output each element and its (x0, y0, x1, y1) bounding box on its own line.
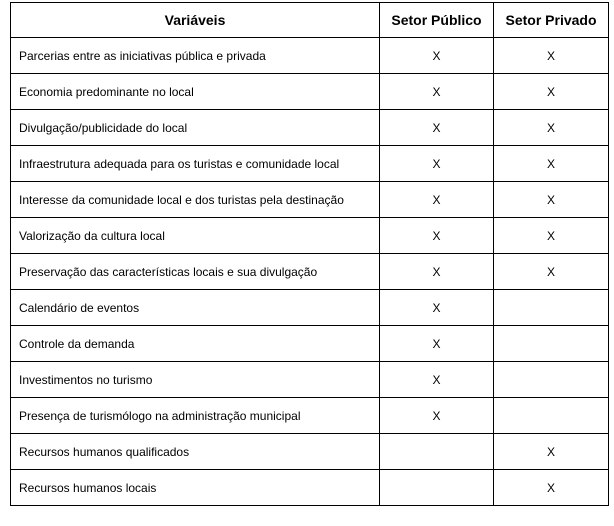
publico-mark (380, 470, 494, 506)
privado-mark (494, 326, 609, 362)
variable-cell: Preservação das características locais e sua divulgação (11, 254, 380, 290)
publico-mark: X (380, 326, 494, 362)
header-row (11, 3, 609, 38)
table-row (11, 362, 609, 398)
table-row (11, 74, 609, 110)
privado-mark: X (494, 254, 609, 290)
publico-mark: X (380, 362, 494, 398)
publico-mark: X (380, 74, 494, 110)
publico-mark: X (380, 110, 494, 146)
privado-mark: X (494, 470, 609, 506)
publico-mark: X (380, 38, 494, 74)
variable-cell: Valorização da cultura local (11, 218, 380, 254)
variable-cell: Economia predominante no local (11, 74, 380, 110)
privado-mark (494, 362, 609, 398)
publico-mark: X (380, 254, 494, 290)
publico-mark: X (380, 398, 494, 434)
publico-mark (380, 434, 494, 470)
table-row (11, 398, 609, 434)
privado-mark (494, 290, 609, 326)
variable-cell: Controle da demanda (11, 326, 380, 362)
header-variaveis: Variáveis (11, 3, 380, 38)
table-row (11, 326, 609, 362)
privado-mark: X (494, 182, 609, 218)
variable-cell: Divulgação/publicidade do local (11, 110, 380, 146)
table-row (11, 182, 609, 218)
privado-mark: X (494, 146, 609, 182)
table-row (11, 290, 609, 326)
privado-mark: X (494, 218, 609, 254)
variable-cell: Infraestrutura adequada para os turistas e comunidade local (11, 146, 380, 182)
header-setor-publico: Setor Público (380, 3, 494, 38)
variable-cell: Interesse da comunidade local e dos turistas pela destinação (11, 182, 380, 218)
table-container (10, 2, 609, 506)
privado-mark (494, 398, 609, 434)
privado-mark: X (494, 434, 609, 470)
variable-cell: Recursos humanos qualificados (11, 434, 380, 470)
publico-mark: X (380, 218, 494, 254)
table-row (11, 38, 609, 74)
privado-mark: X (494, 38, 609, 74)
privado-mark: X (494, 74, 609, 110)
variable-cell: Recursos humanos locais (11, 470, 380, 506)
table-row (11, 218, 609, 254)
variables-table (10, 2, 609, 506)
variable-cell: Investimentos no turismo (11, 362, 380, 398)
table-row (11, 434, 609, 470)
table-row (11, 146, 609, 182)
privado-mark: X (494, 110, 609, 146)
publico-mark: X (380, 182, 494, 218)
header-setor-privado: Setor Privado (494, 3, 609, 38)
variable-cell: Parcerias entre as iniciativas pública e privada (11, 38, 380, 74)
variable-cell: Presença de turismólogo na administração municipal (11, 398, 380, 434)
table-row (11, 470, 609, 506)
publico-mark: X (380, 290, 494, 326)
table-row (11, 254, 609, 290)
publico-mark: X (380, 146, 494, 182)
variable-cell: Calendário de eventos (11, 290, 380, 326)
table-row (11, 110, 609, 146)
